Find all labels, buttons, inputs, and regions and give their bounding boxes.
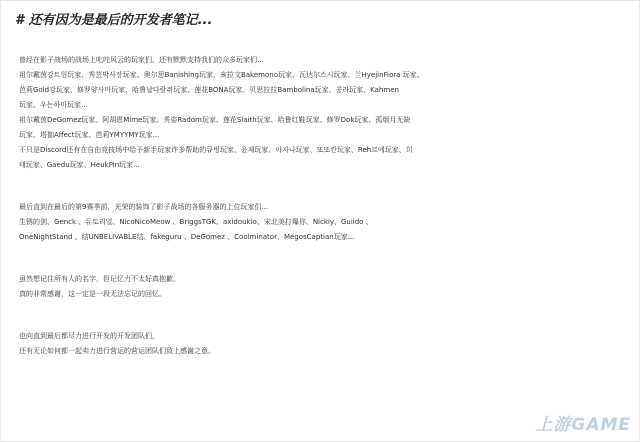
text-line: 最后直到在最后的第9赛季前，光荣的装饰了影子战场的各服务器的上位玩家们... [19,203,269,211]
text-line: 玩家、우는하마玩家... [19,101,88,109]
text-line: 虽然想记住所有人的名字，但记忆力不太好真抱歉。 [19,275,180,283]
thanks-paragraph [19,53,631,173]
text-line: 也向直到最后都尽力进行开发的开发团队们， [19,332,159,340]
text-line: 真的非常感谢，这一定是一段无法忘记的回忆。 [19,290,166,298]
apology-paragraph [19,272,631,302]
text-line: 玩家、塔伽Affect玩家、芭莉YMYYMY玩家... [19,131,160,139]
text-line: 曾经在影子战场的战场上叱咤风云的玩家们，还有默默支持我们的众多玩家们... [19,56,264,64]
text-line: 祖尔戴茵DeGomez玩家、阿胡恩Mime玩家、秀姿Radom玩家、莲花Slaith玩家、哈鲁红鞋玩家、修罗Dok玩家、孤烟月无缺 [19,116,411,124]
text-line: 还有无论如何都一起卖力进行营运的营运团队们致上感谢之意。 [19,347,215,355]
text-line: 태玩家、Gaedu玩家、HeukPin玩家... [19,161,140,169]
text-line: OneNightStand 、结UNBELIVABLE结、fakeguru 、DeGomez 、Coolminator、MegosCaptian玩家... [19,233,355,241]
article-body [19,53,631,359]
text-line: 芭莉Gold강玩家、修罗양사마玩家、哈鲁날다람쥐玩家、莲花BONA玩家、贝思拉拉Bambolina玩家、콩라玩家、Kahmen [19,86,399,94]
top-players-paragraph [19,200,631,245]
page-title: # 还有因为是最后的开发者笔记... [15,13,213,28]
text-line: 不只是Discord还有在自由竞技场中给予新手玩家许多帮助的큐빙玩家、윤재玩家、아자나玩家、또또칸玩家、Reh르에玩家、희 [19,146,413,154]
team-thanks-paragraph [19,329,631,359]
text-line: 生锈的剑、Genck 、듀토리얼、NicoNicoMeow 、BriggsTGK、axidoukio、宋北美打爆你、Nickiy、Guiido 、 [19,218,373,226]
text-line: 祖尔戴茵강트헌玩家、秀芸박사장玩家、奥尔思Banishing玩家、亥拉文Bakemono玩家、瓦达尔스시玩家、兰HyejinFiora 玩家、 [19,71,424,79]
site-watermark-logo: 上游GAME [535,415,631,435]
